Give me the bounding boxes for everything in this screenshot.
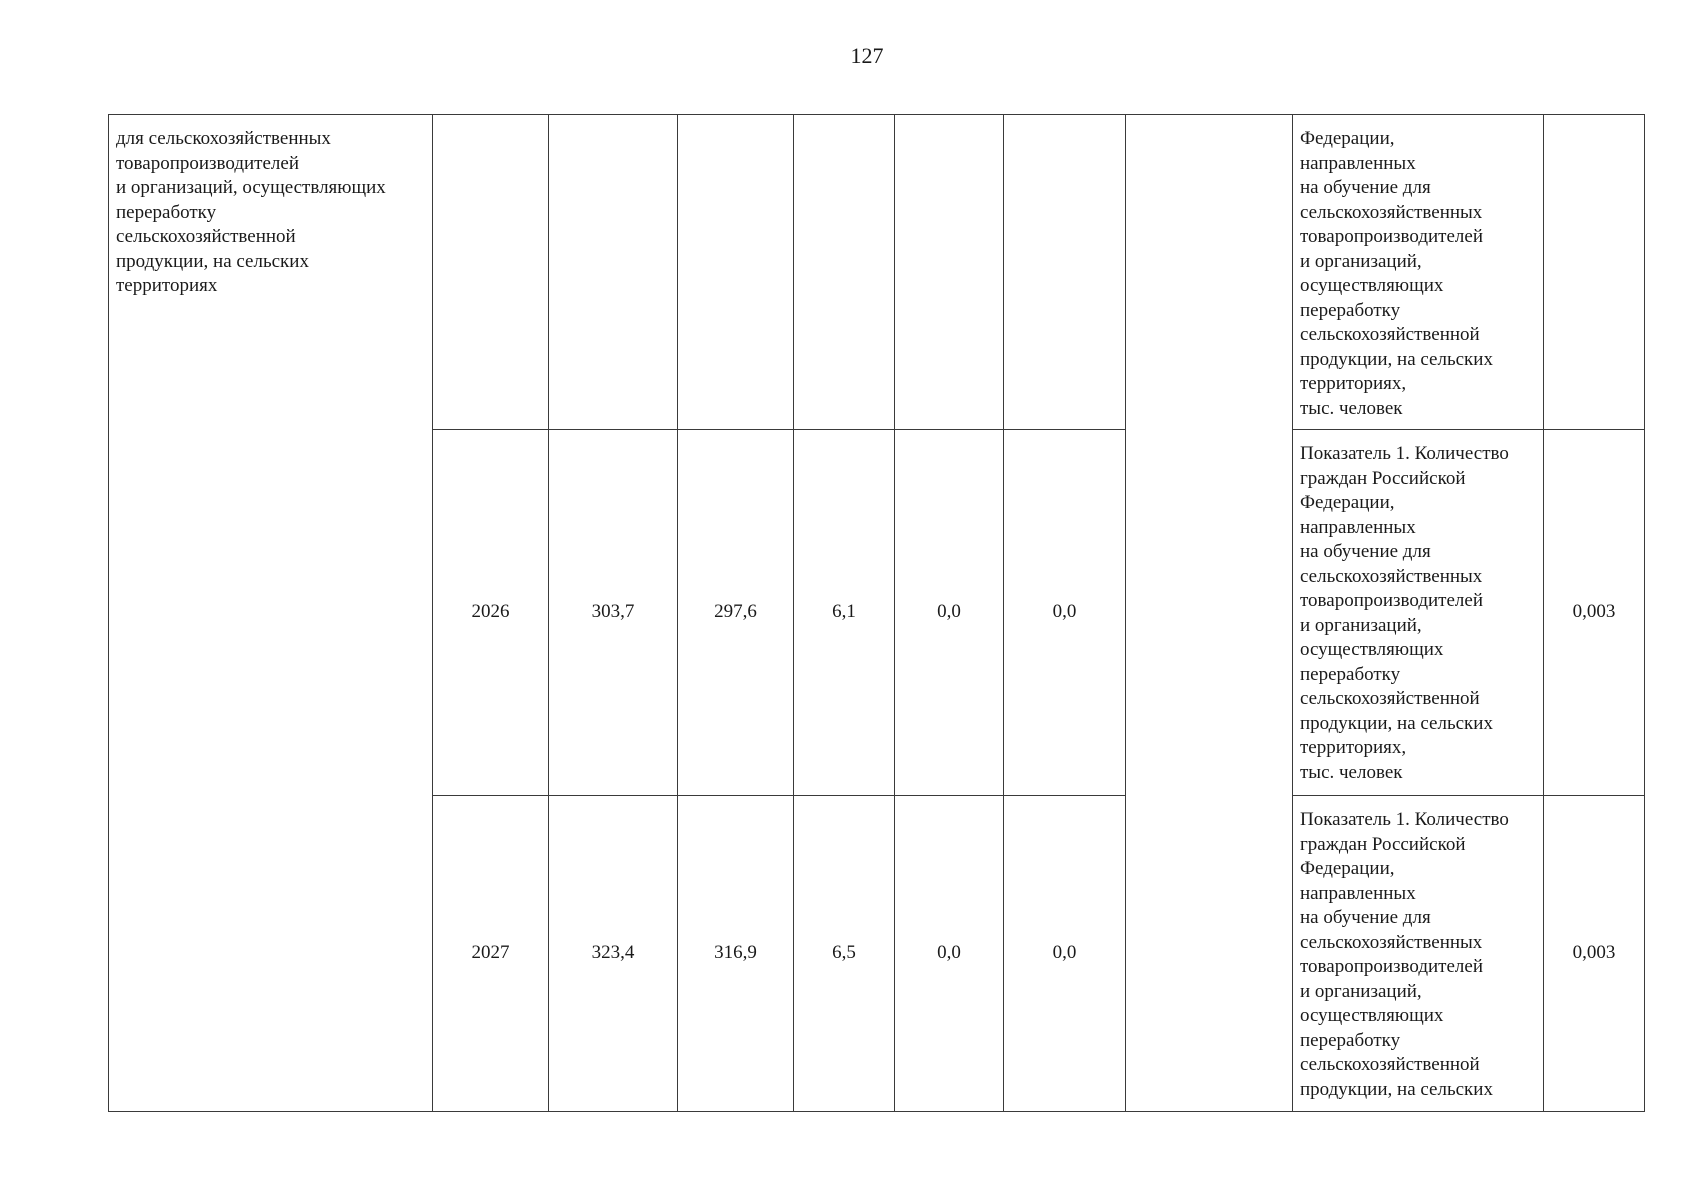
regional-cell: 6,5 bbox=[794, 796, 895, 1112]
year-cell: 2026 bbox=[433, 430, 549, 796]
local-cell: 0,0 bbox=[895, 796, 1004, 1112]
indicator-value-cell: 0,003 bbox=[1544, 796, 1645, 1112]
other-cell: 0,0 bbox=[1004, 796, 1126, 1112]
measure-name-cell: для сельскохозяйственных товаропроизводителей и организаций, осуществляющих переработку сельскохозяйственной продукции, на сельских территориях bbox=[109, 115, 433, 1112]
year-cell: 2027 bbox=[433, 796, 549, 1112]
page-number: 127 bbox=[850, 43, 884, 68]
other-cell bbox=[1004, 115, 1126, 430]
indicator-value-cell bbox=[1544, 115, 1645, 430]
federal-cell bbox=[678, 115, 794, 430]
total-cell: 323,4 bbox=[549, 796, 678, 1112]
local-cell: 0,0 bbox=[895, 430, 1004, 796]
total-cell bbox=[549, 115, 678, 430]
local-cell bbox=[895, 115, 1004, 430]
indicator-cell: Показатель 1. Количество граждан Российской Федерации, направленных на обучение для сельскохозяйственных товаропроизводителей и организаций, осуществляющих переработку сельскохозяйственной продукции, на сельских bbox=[1293, 796, 1544, 1112]
total-cell: 303,7 bbox=[549, 430, 678, 796]
indicator-cell: Федерации, направленных на обучение для сельскохозяйственных товаропроизводителей и организаций, осуществляющих переработку сельскохозяйственной продукции, на сельских территориях, тыс. человек bbox=[1293, 115, 1544, 430]
regional-cell: 6,1 bbox=[794, 430, 895, 796]
indicator-value-cell: 0,003 bbox=[1544, 430, 1645, 796]
indicator-cell: Показатель 1. Количество граждан Российской Федерации, направленных на обучение для сельскохозяйственных товаропроизводителей и организаций, осуществляющих переработку сельскохозяйственной продукции, на сельских территориях, тыс. человек bbox=[1293, 430, 1544, 796]
federal-cell: 316,9 bbox=[678, 796, 794, 1112]
federal-cell: 297,6 bbox=[678, 430, 794, 796]
year-cell bbox=[433, 115, 549, 430]
budget-table bbox=[108, 114, 1645, 1112]
table-row-continued bbox=[109, 115, 1645, 430]
regional-cell bbox=[794, 115, 895, 430]
other-cell: 0,0 bbox=[1004, 430, 1126, 796]
executor-cell bbox=[1126, 115, 1293, 1112]
